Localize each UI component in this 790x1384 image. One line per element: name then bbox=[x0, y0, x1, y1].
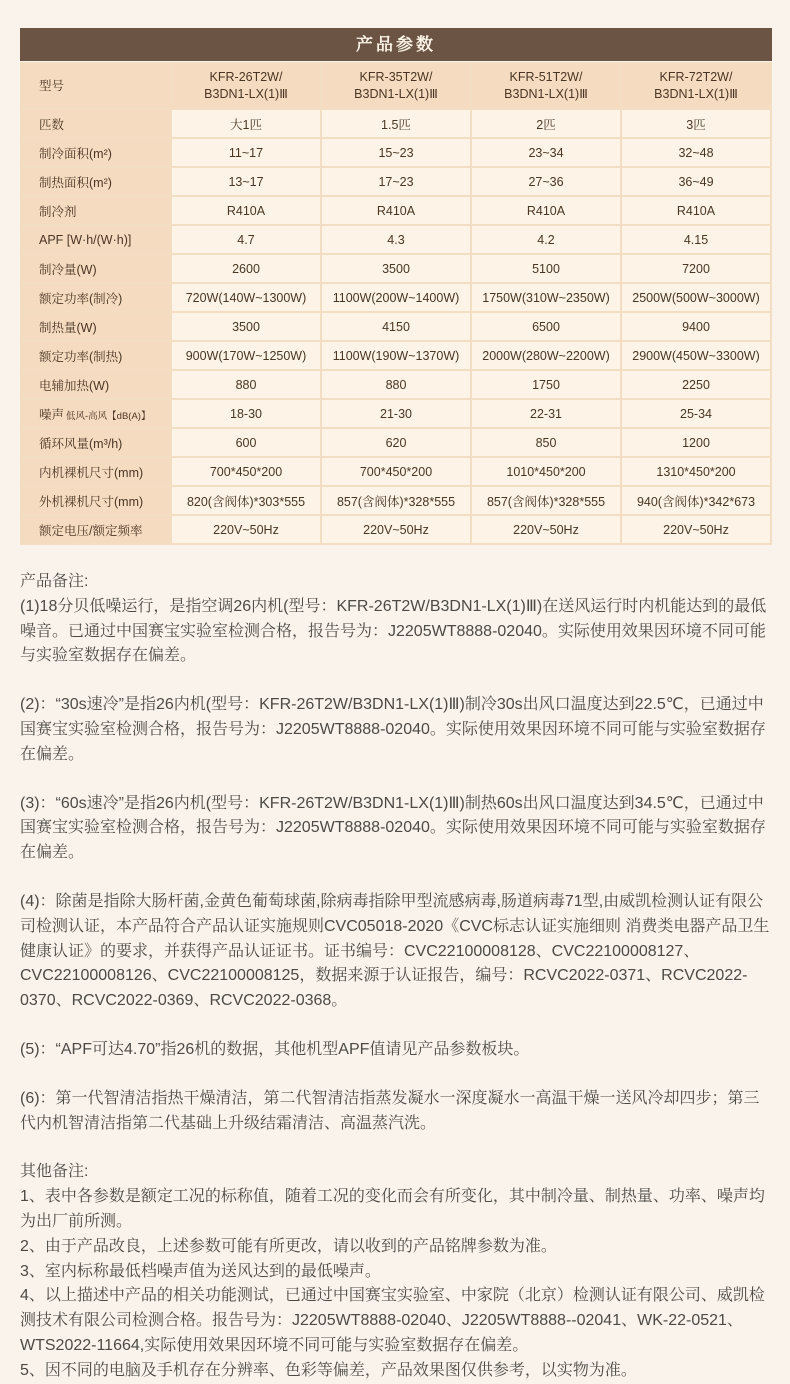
row-label: 制热量(W) bbox=[22, 313, 170, 340]
model-header-cell: KFR-51T2W/ B3DN1-LX(1)Ⅲ bbox=[472, 64, 620, 108]
row-label: 额定功率(制热) bbox=[22, 342, 170, 369]
spec-value-cell: 25-34 bbox=[622, 400, 770, 427]
spec-value-cell: 857(含阀体)*328*555 bbox=[472, 487, 620, 514]
spec-table-row bbox=[22, 197, 770, 224]
spec-value-cell: 11~17 bbox=[172, 139, 320, 166]
spec-value-cell: 720W(140W~1300W) bbox=[172, 284, 320, 311]
other-note-item: 4、以上描述中产品的相关功能测试，已通过中国赛宝实验室、中家院（北京）检测认证有限公司、威凯检测技术有限公司检测合格。报告号为：J2205WT8888-02040、J2205WT8888--02041、WK-22-0521、WTS2022-11664,实际使用效果因环境不同可能与实验室数据存在偏差。 bbox=[20, 1287, 765, 1354]
spec-value-cell: 9400 bbox=[622, 313, 770, 340]
spec-table-row bbox=[22, 313, 770, 340]
spec-value-cell: 2600 bbox=[172, 255, 320, 282]
other-notes-list bbox=[20, 1185, 774, 1383]
spec-table-row bbox=[22, 226, 770, 253]
row-sub-label: 低风-高风【dB(A)】 bbox=[66, 410, 151, 422]
product-note-item: (3)：“60s速冷”是指26内机(型号：KFR-26T2W/B3DN1-LX(1)Ⅲ)制热60s出风口温度达到34.5℃，已通过中国赛宝实验室检测合格，报告号为：J2205WT8888-02040。实际使用效果因环境不同可能与实验室数据存在偏差。 bbox=[20, 794, 766, 862]
spec-value-cell: R410A bbox=[622, 197, 770, 224]
spec-value-cell: 2000W(280W~2200W) bbox=[472, 342, 620, 369]
spec-value-cell: 4150 bbox=[322, 313, 470, 340]
spec-value-cell: 21-30 bbox=[322, 400, 470, 427]
spec-value-cell: 1.5匹 bbox=[322, 110, 470, 137]
spec-value-cell: 27~36 bbox=[472, 168, 620, 195]
spec-table-row bbox=[22, 371, 770, 398]
product-spec-table bbox=[20, 62, 772, 545]
product-parameters-panel bbox=[20, 28, 772, 545]
spec-value-cell: 17~23 bbox=[322, 168, 470, 195]
other-notes-title: 其他备注: bbox=[20, 1163, 89, 1181]
spec-value-cell: 220V~50Hz bbox=[172, 516, 320, 543]
spec-value-cell: 820(含阀体)*303*555 bbox=[172, 487, 320, 514]
product-notes-title: 产品备注: bbox=[20, 573, 89, 590]
spec-value-cell: 900W(170W~1250W) bbox=[172, 342, 320, 369]
row-label: 制冷剂 bbox=[22, 197, 170, 224]
row-label: 循环风量(m³/h) bbox=[22, 429, 170, 456]
product-note-item: (6)：第一代智清洁指热干燥清洁，第二代智清洁指蒸发凝水一深度凝水一高温干燥一送风冷却四步；第三代内机智清洁指第二代基础上升级结霜清洁、高温蒸汽洗。 bbox=[20, 1089, 760, 1132]
table-title: 产品参数 bbox=[20, 28, 772, 61]
model-header-cell: KFR-26T2W/ B3DN1-LX(1)Ⅲ bbox=[172, 64, 320, 108]
spec-table-row bbox=[22, 139, 770, 166]
other-note-item: 1、表中各参数是额定工况的标称值，随着工况的变化而会有所变化，其中制冷量、制热量、功率、噪声均为出厂前所测。 bbox=[20, 1188, 765, 1230]
row-label: 制冷面积(m²) bbox=[22, 139, 170, 166]
row-label: 噪声 低风-高风【dB(A)】 bbox=[22, 400, 170, 427]
spec-value-cell: 32~48 bbox=[622, 139, 770, 166]
spec-value-cell: 3500 bbox=[172, 313, 320, 340]
spec-value-cell: 880 bbox=[322, 371, 470, 398]
spec-value-cell: 6500 bbox=[472, 313, 620, 340]
spec-table-row bbox=[22, 110, 770, 137]
product-note-item: (4)：除菌是指除大肠杆菌,金黄色葡萄球菌,除病毒指除甲型流感病毒,肠道病毒71型,由威凯检测认证有限公司检测认证，本产品符合产品认证实施规则CVC05018-2020《CVC标志认证实施细则 消费类电器产品卫生健康认证》的要求，并获得产品认证证书。证书编号：CVC22100008128、CVC22100008127、CVC22100008126、CVC22100008125，数据来源于认证报告，编号：RCVC2022-0371、RCVC2022-0370、RCVC2022-0369、RCVC2022-0368。 bbox=[20, 892, 770, 1010]
spec-table-row bbox=[22, 429, 770, 456]
spec-value-cell: 4.15 bbox=[622, 226, 770, 253]
spec-value-cell: R410A bbox=[172, 197, 320, 224]
row-label: 制热面积(m²) bbox=[22, 168, 170, 195]
spec-value-cell: 1310*450*200 bbox=[622, 458, 770, 485]
spec-table-row bbox=[22, 168, 770, 195]
spec-table-row bbox=[22, 400, 770, 427]
spec-value-cell: 5100 bbox=[472, 255, 620, 282]
spec-value-cell: R410A bbox=[472, 197, 620, 224]
spec-value-cell: 1100W(200W~1400W) bbox=[322, 284, 470, 311]
spec-value-cell: 857(含阀体)*328*555 bbox=[322, 487, 470, 514]
spec-value-cell: 220V~50Hz bbox=[622, 516, 770, 543]
spec-value-cell: R410A bbox=[322, 197, 470, 224]
product-note-item: (5)：“APF可达4.70”指26机的数据，其他机型APF值请见产品参数板块。 bbox=[20, 1040, 530, 1058]
spec-value-cell: 7200 bbox=[622, 255, 770, 282]
row-label: 匹数 bbox=[22, 110, 170, 137]
spec-value-cell: 1200 bbox=[622, 429, 770, 456]
spec-value-cell: 15~23 bbox=[322, 139, 470, 166]
row-label: APF [W·h/(W·h)] bbox=[22, 226, 170, 253]
spec-value-cell: 700*450*200 bbox=[172, 458, 320, 485]
spec-value-cell: 3500 bbox=[322, 255, 470, 282]
spec-value-cell: 1750W(310W~2350W) bbox=[472, 284, 620, 311]
spec-value-cell: 700*450*200 bbox=[322, 458, 470, 485]
spec-table-row bbox=[22, 255, 770, 282]
spec-value-cell: 940(含阀体)*342*673 bbox=[622, 487, 770, 514]
spec-table-row bbox=[22, 458, 770, 485]
spec-value-cell: 220V~50Hz bbox=[322, 516, 470, 543]
spec-value-cell: 4.3 bbox=[322, 226, 470, 253]
product-notes-list bbox=[20, 595, 774, 1137]
spec-value-cell: 22-31 bbox=[472, 400, 620, 427]
spec-value-cell: 13~17 bbox=[172, 168, 320, 195]
row-label: 内机裸机尺寸(mm) bbox=[22, 458, 170, 485]
model-header-cell: KFR-72T2W/ B3DN1-LX(1)Ⅲ bbox=[622, 64, 770, 108]
spec-value-cell: 880 bbox=[172, 371, 320, 398]
spec-value-cell: 2900W(450W~3300W) bbox=[622, 342, 770, 369]
spec-table-row bbox=[22, 342, 770, 369]
spec-table-row bbox=[22, 516, 770, 543]
notes-section bbox=[20, 570, 774, 1384]
spec-table-row bbox=[22, 284, 770, 311]
table-header-row bbox=[22, 64, 770, 108]
row-label: 外机裸机尺寸(mm) bbox=[22, 487, 170, 514]
spec-value-cell: 2匹 bbox=[472, 110, 620, 137]
spec-value-cell: 2500W(500W~3000W) bbox=[622, 284, 770, 311]
spec-table-body bbox=[22, 64, 770, 543]
spec-value-cell: 36~49 bbox=[622, 168, 770, 195]
spec-value-cell: 2250 bbox=[622, 371, 770, 398]
spec-value-cell: 620 bbox=[322, 429, 470, 456]
spec-value-cell: 220V~50Hz bbox=[472, 516, 620, 543]
row-label: 电辅加热(W) bbox=[22, 371, 170, 398]
row-label: 额定电压/额定频率 bbox=[22, 516, 170, 543]
product-note-item: (2)：“30s速冷”是指26内机(型号：KFR-26T2W/B3DN1-LX(1)Ⅲ)制冷30s出风口温度达到22.5℃，已通过中国赛宝实验室检测合格，报告号为：J2205WT8888-02040。实际使用效果因环境不同可能与实验室数据存在偏差。 bbox=[20, 696, 766, 763]
spec-value-cell: 1100W(190W~1370W) bbox=[322, 342, 470, 369]
spec-value-cell: 23~34 bbox=[472, 139, 620, 166]
model-column-label: 型号 bbox=[22, 64, 170, 108]
spec-value-cell: 1750 bbox=[472, 371, 620, 398]
spec-value-cell: 4.2 bbox=[472, 226, 620, 253]
other-note-item: 5、因不同的电脑及手机存在分辨率、色彩等偏差，产品效果图仅供参考，以实物为准。 bbox=[20, 1361, 637, 1379]
spec-value-cell: 4.7 bbox=[172, 226, 320, 253]
spec-value-cell: 600 bbox=[172, 429, 320, 456]
spec-value-cell: 3匹 bbox=[622, 110, 770, 137]
other-note-item: 3、室内标称最低档噪声值为送风达到的最低噪声。 bbox=[20, 1262, 381, 1280]
model-header-cell: KFR-35T2W/ B3DN1-LX(1)Ⅲ bbox=[322, 64, 470, 108]
spec-value-cell: 1010*450*200 bbox=[472, 458, 620, 485]
row-label: 额定功率(制冷) bbox=[22, 284, 170, 311]
product-note-item: (1)18分贝低噪运行，是指空调26内机(型号：KFR-26T2W/B3DN1-LX(1)Ⅲ)在送风运行时内机能达到的最低噪音。已通过中国赛宝实验室检测合格，报告号为：J2205WT8888-02040。实际使用效果因环境不同可能与实验室数据存在偏差。 bbox=[20, 597, 767, 665]
other-note-item: 2、由于产品改良，上述参数可能有所更改，请以收到的产品铭牌参数为准。 bbox=[20, 1237, 557, 1255]
row-label: 制冷量(W) bbox=[22, 255, 170, 282]
spec-value-cell: 18-30 bbox=[172, 400, 320, 427]
spec-value-cell: 850 bbox=[472, 429, 620, 456]
spec-table-row bbox=[22, 487, 770, 514]
spec-value-cell: 大1匹 bbox=[172, 110, 320, 137]
